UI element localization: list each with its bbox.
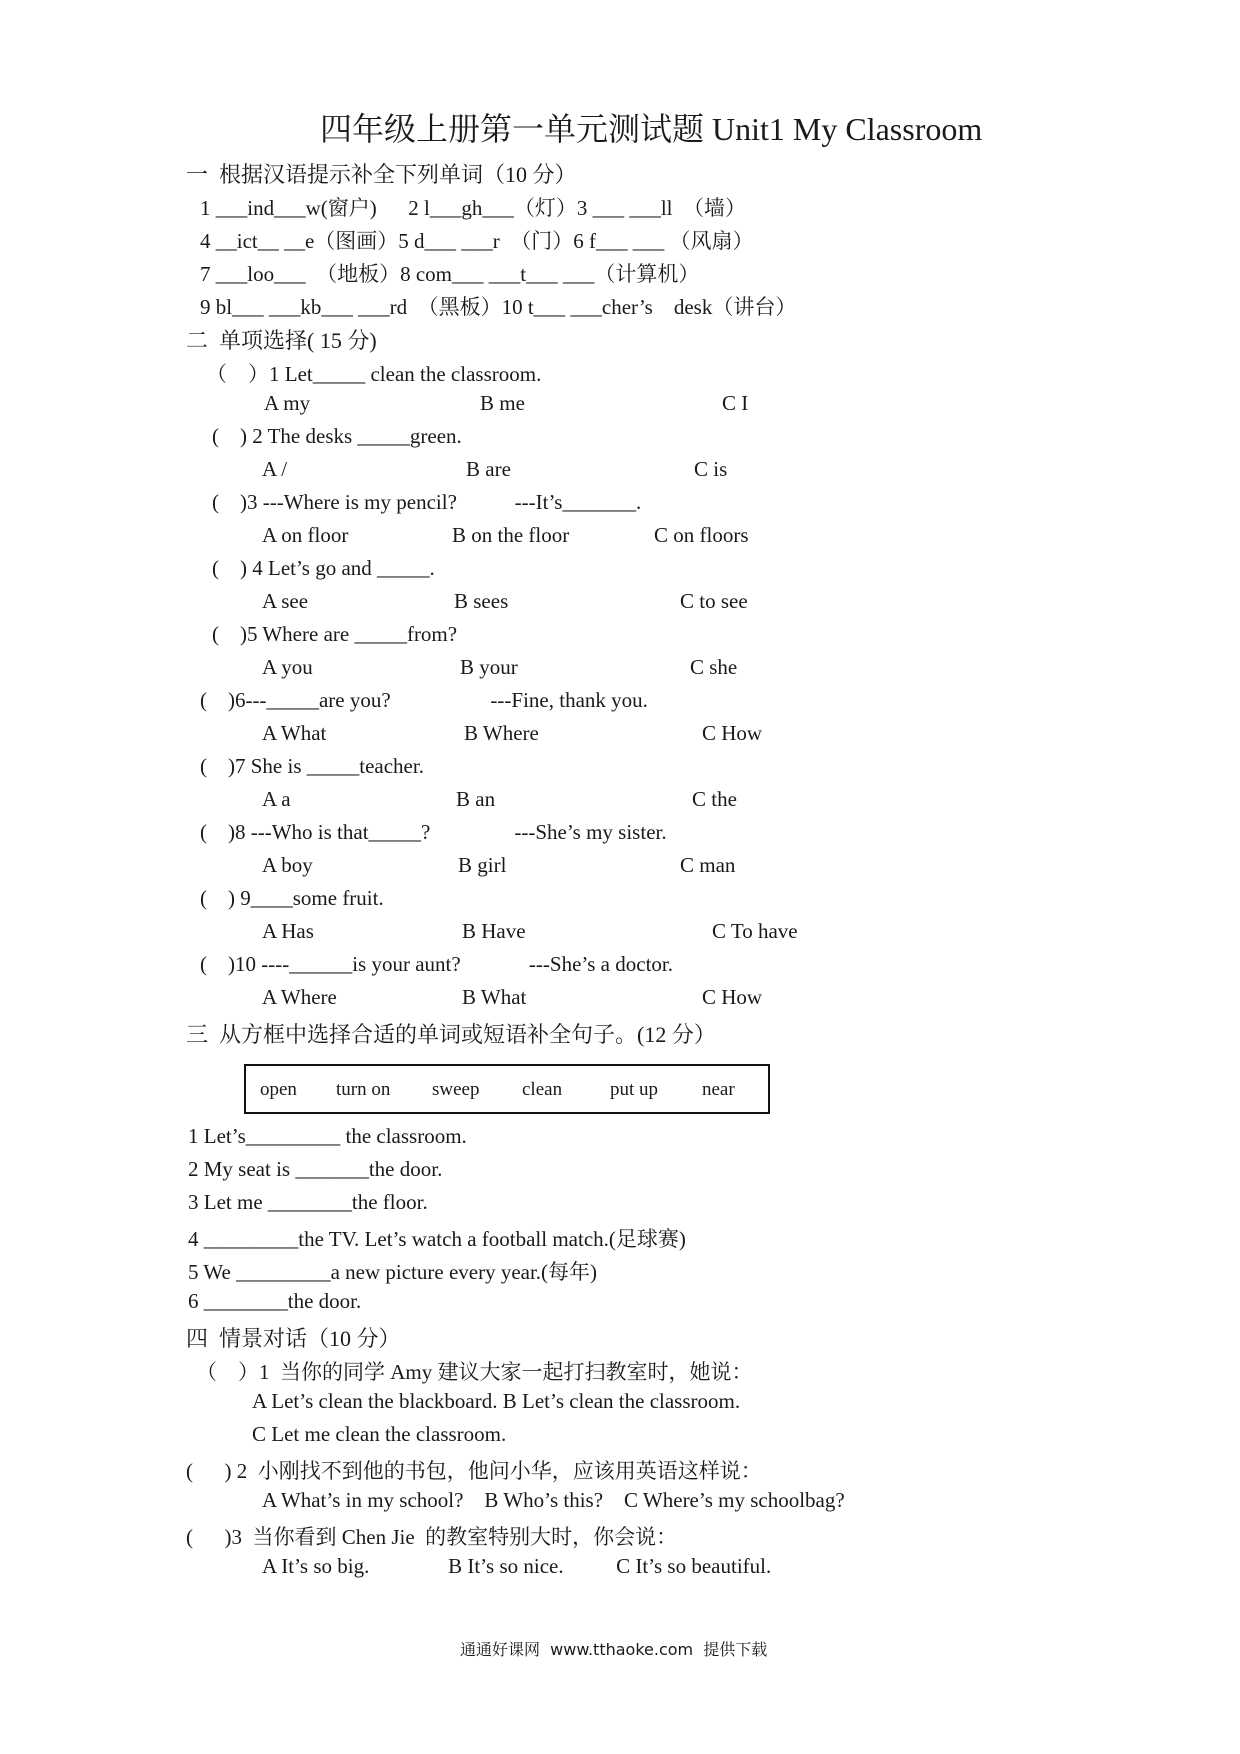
dialog-options-3: A It’s so big. B It’s so nice. C It’s so beautiful. (262, 1554, 772, 1578)
word-box-item: open (260, 1079, 297, 1100)
option-b: B are (466, 457, 511, 481)
question-1: （ ）1 Let_____ clean the classroom. (206, 362, 542, 386)
option-b: B What (462, 985, 527, 1009)
option-a: A see (262, 589, 309, 613)
option-c: C the (692, 787, 737, 811)
dialog-question-2: ( ) 2 小刚找不到他的书包，他问小华，应该用英语这样说： (186, 1459, 762, 1483)
word-box-item: put up (610, 1079, 659, 1100)
option-c: C man (680, 853, 736, 877)
option-a: A my (264, 391, 311, 415)
option-b: B sees (454, 589, 509, 613)
dialog-options-1b: C Let me clean the classroom. (252, 1422, 507, 1446)
option-b: B your (460, 655, 518, 679)
fill-line-6: 6 ________the door. (188, 1289, 362, 1313)
question-10: ( )10 ----______is your aunt? ---She’s a doctor. (200, 952, 673, 976)
option-c: C I (722, 391, 749, 415)
option-c: C to see (680, 589, 748, 613)
fill-line-4: 4 _________the TV. Let’s watch a football match.(足球赛) (188, 1227, 686, 1251)
part2-heading: 二 单项选择( 15 分) (186, 328, 377, 353)
option-a: A boy (262, 853, 313, 877)
question-2: ( ) 2 The desks _____green. (212, 424, 462, 448)
option-b: B an (456, 787, 496, 811)
option-b: B Where (464, 721, 539, 745)
word-box-item: clean (522, 1079, 563, 1100)
page-footer: 通通好课网 www.tthaoke.com 提供下载 (460, 1640, 768, 1659)
fill-line-5: 5 We _________a new picture every year.(每年) (188, 1260, 598, 1284)
option-a: A on floor (262, 523, 349, 547)
option-c: C How (702, 721, 763, 745)
option-a: A Where (262, 985, 337, 1009)
word-box-item: turn on (336, 1079, 391, 1100)
dialog-question-1: （ ）1 当你的同学 Amy 建议大家一起打扫教室时，她说： (196, 1360, 753, 1384)
option-b: B Have (462, 919, 526, 943)
option-c: C To have (712, 919, 798, 943)
part4-heading: 四 情景对话（10 分） (186, 1326, 401, 1351)
question-5: ( )5 Where are _____from? (212, 622, 458, 646)
word-box (244, 1064, 770, 1114)
option-c: C on floors (654, 523, 749, 547)
word-box-item: near (702, 1079, 735, 1100)
question-6: ( )6---_____are you? ---Fine, thank you. (200, 688, 648, 712)
option-a: A a (262, 787, 291, 811)
part1-line: 1 ___ind___w(窗户) 2 l___gh___（灯）3 ___ ___ll （墙） (200, 196, 746, 220)
fill-line-1: 1 Let’s_________ the classroom. (188, 1124, 467, 1148)
question-7: ( )7 She is _____teacher. (200, 754, 424, 778)
option-c: C How (702, 985, 763, 1009)
fill-line-2: 2 My seat is _______the door. (188, 1157, 443, 1181)
option-a: A What (262, 721, 327, 745)
fill-line-3: 3 Let me ________the floor. (188, 1190, 428, 1214)
option-b: B girl (458, 853, 507, 877)
option-a: A you (262, 655, 313, 679)
word-box-item: sweep (432, 1079, 480, 1100)
part3-heading: 三 从方框中选择合适的单词或短语补全句子。(12 分） (186, 1022, 716, 1047)
question-3: ( )3 ---Where is my pencil? ---It’s_______. (212, 490, 642, 514)
part1-heading: 一 根据汉语提示补全下列单词（10 分） (186, 162, 577, 187)
option-c: C is (694, 457, 728, 481)
option-c: C she (690, 655, 738, 679)
page-title: 四年级上册第一单元测试题 Unit1 My Classroom (320, 111, 983, 147)
question-9: ( ) 9____some fruit. (200, 886, 384, 910)
question-8: ( )8 ---Who is that_____? ---She’s my sister. (200, 820, 667, 844)
dialog-options-2: A What’s in my school? B Who’s this? C Where’s my schoolbag? (262, 1488, 845, 1512)
part1-line: 7 ___loo___ （地板）8 com___ ___t___ ___（计算机） (200, 262, 700, 286)
dialog-question-3: ( )3 当你看到 Chen Jie 的教室特别大时，你会说： (186, 1525, 678, 1549)
question-4: ( ) 4 Let’s go and _____. (212, 556, 435, 580)
part1-line: 9 bl___ ___kb___ ___rd （黑板）10 t___ ___cher’s desk（讲台） (200, 295, 797, 319)
option-b: B me (480, 391, 525, 415)
part1-line: 4 __ict__ __e（图画）5 d___ ___r （门）6 f___ ___ （风扇） (200, 229, 754, 253)
option-a: A Has (262, 919, 314, 943)
option-b: B on the floor (452, 523, 570, 547)
option-a: A / (262, 457, 288, 481)
dialog-options-1: A Let’s clean the blackboard. B Let’s clean the classroom. (252, 1389, 741, 1413)
